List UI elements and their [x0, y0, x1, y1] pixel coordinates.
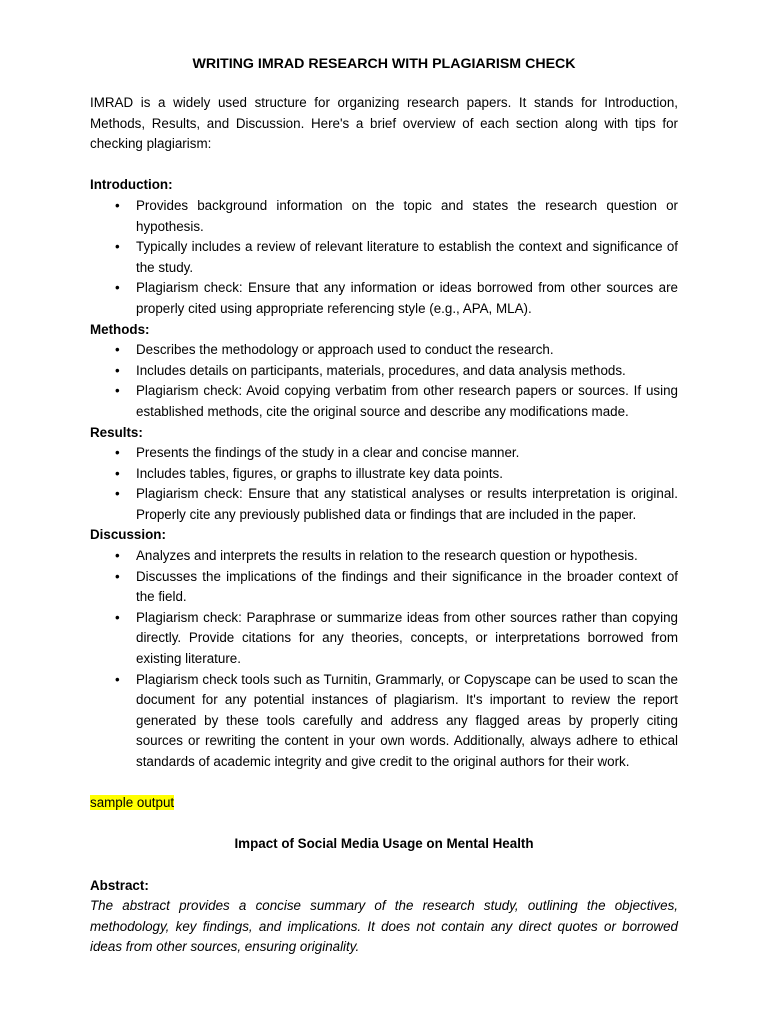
bullet-list — [90, 443, 678, 525]
sample-output-label-line — [90, 793, 678, 814]
bullet-icon: • — [115, 671, 120, 687]
bullet-icon: • — [115, 362, 120, 378]
spacer — [90, 155, 678, 176]
bullet-icon: • — [115, 383, 120, 399]
list-item — [90, 196, 678, 237]
list-item — [90, 484, 678, 525]
list-item-text: Plagiarism check tools such as Turnitin, Grammarly, or Copyscape can be used to scan the document for any potential instances of plagiarism. It's important to review the report generated by these tools carefully and address any flagged areas by properly citing sources or rewriting the content in your own words. Additionally, always adhere to ethical standards of academic integrity and give credit to the original authors for their work. — [136, 671, 678, 769]
list-item-text: Plagiarism check: Ensure that any statistical analyses or results interpretation is original. Properly cite any previously published data or findings that are included in the paper. — [136, 486, 678, 522]
sample-output-label: sample output — [90, 795, 175, 811]
list-item-text: Analyzes and interprets the results in relation to the research question or hypothesis. — [136, 548, 638, 564]
list-item — [90, 670, 678, 773]
list-item-text: Includes details on participants, materials, procedures, and data analysis methods. — [136, 362, 626, 378]
list-item-text: Typically includes a review of relevant literature to establish the context and significance of the study. — [136, 239, 678, 275]
bullet-icon: • — [115, 280, 120, 296]
bullet-icon: • — [115, 445, 120, 461]
list-item-text: Plagiarism check: Avoid copying verbatim from other research papers or sources. If using established methods, cite the original source and describe any modifications made. — [136, 383, 678, 419]
list-item-text: Presents the findings of the study in a clear and concise manner. — [136, 445, 520, 461]
list-item-text: Provides background information on the topic and states the research question or hypothesis. — [136, 197, 678, 234]
bullet-icon: • — [115, 548, 120, 564]
list-item — [90, 340, 678, 361]
list-item-text: Plagiarism check: Paraphrase or summarize ideas from other sources rather than copying directly. Provide citations for any theories, concepts, or interpretations borrowed from existing literature. — [136, 609, 678, 667]
bullet-icon: • — [115, 609, 120, 625]
list-item — [90, 381, 678, 422]
list-item — [90, 278, 678, 319]
bullet-icon: • — [115, 342, 120, 358]
section-heading: Methods: — [90, 321, 150, 337]
spacer — [90, 773, 678, 794]
list-item-text: Includes tables, figures, or graphs to illustrate key data points. — [136, 465, 503, 481]
spacer — [90, 814, 678, 835]
bullet-list — [90, 196, 678, 320]
list-item — [90, 567, 678, 608]
list-item — [90, 443, 678, 464]
list-item-text: Describes the methodology or approach used to conduct the research. — [136, 342, 554, 358]
list-item-text: Plagiarism check: Ensure that any information or ideas borrowed from other sources are properly cited using appropriate referencing style (e.g., APA, MLA). — [136, 280, 678, 316]
bullet-icon: • — [115, 486, 120, 502]
sections-container — [90, 175, 678, 772]
bullet-icon: • — [115, 568, 120, 584]
list-item — [90, 464, 678, 485]
list-item-text: Discusses the implications of the findings and their significance in the broader context of the field. — [136, 568, 678, 605]
section-heading: Discussion: — [90, 527, 166, 543]
bullet-icon: • — [115, 239, 120, 255]
bullet-icon: • — [115, 465, 120, 481]
intro-paragraph: IMRAD is a widely used structure for organizing research papers. It stands for Introduction, Methods, Results, and Discussion. Here's a brief overview of each section along with tips for checking plagiarism: — [90, 95, 678, 152]
spacer — [90, 855, 678, 876]
abstract-heading: Abstract: — [90, 877, 149, 893]
list-item — [90, 361, 678, 382]
abstract-text: The abstract provides a concise summary of the research study, outlining the objectives, methodology, key findings, and implications. It does not contain any direct quotes or borrowed ideas from other sources, ensuring originality. — [90, 898, 678, 955]
bullet-list — [90, 340, 678, 422]
section-heading: Results: — [90, 424, 143, 440]
list-item — [90, 546, 678, 567]
bullet-list — [90, 546, 678, 773]
list-item — [90, 237, 678, 278]
document-title: WRITING IMRAD RESEARCH WITH PLAGIARISM CHECK — [192, 56, 576, 72]
section-heading: Introduction: — [90, 177, 173, 193]
sample-title: Impact of Social Media Usage on Mental Health — [234, 836, 534, 852]
bullet-icon: • — [115, 197, 120, 213]
list-item — [90, 608, 678, 670]
